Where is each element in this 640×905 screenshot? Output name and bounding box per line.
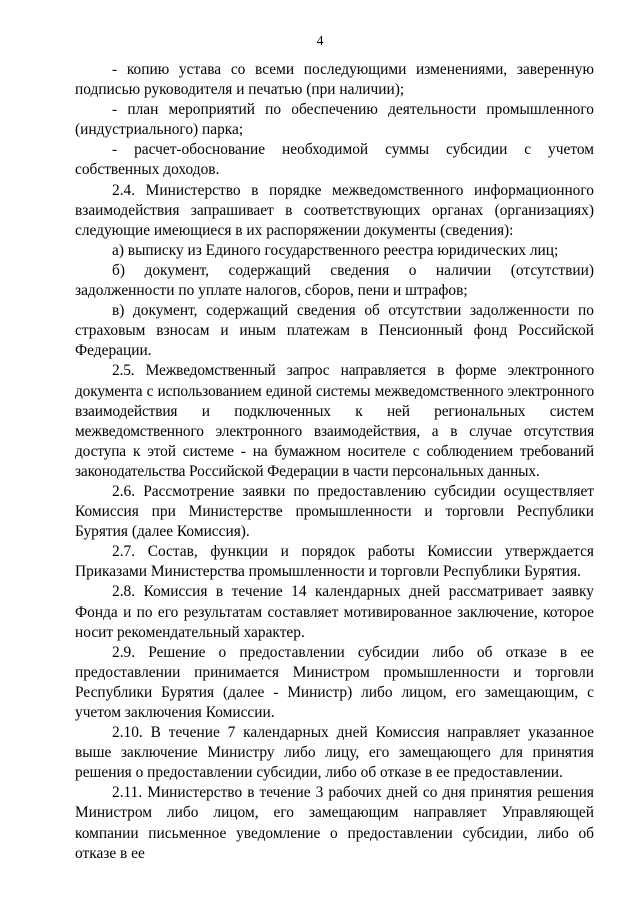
paragraph-charter-copy: - копию устава со всеми последующими изменениями, заверенную подписью руководителя и печатью (при наличии); (75, 61, 594, 99)
paragraph-2-4: 2.4. Министерство в порядке межведомственного информационного взаимодействия запрашивает в соответствующих органах (организациях) следующие имеющиеся в их распоряжении документы (сведения): (75, 181, 594, 239)
document-body (75, 60, 594, 864)
paragraph-2-4-a: а) выписку из Единого государственного реестра юридических лиц; (112, 241, 559, 259)
paragraph-2-10: 2.10. В течение 7 календарных дней Комиссия направляет указанное выше заключение Министру либо лицу, его замещающего для принятия решения о предоставлении субсидии, либо об отказе в ее предоставлении. (75, 724, 594, 782)
paragraph-2-4-b: б) документ, содержащий сведения о наличии (отсутствии) задолженности по уплате налогов, сборов, пени и штрафов; (75, 261, 594, 300)
paragraph-subsidy-calculation: - расчет-обоснование необходимой суммы субсидии с учетом собственных доходов. (75, 141, 594, 179)
paragraph-2-6: 2.6. Рассмотрение заявки по предоставлению субсидии осуществляет Комиссия при Министерстве промышленности и торговли Республики Бурятия (далее Комиссия). (75, 482, 594, 541)
paragraph-2-11: 2.11. Министерство в течение 3 рабочих дней со дня принятия решения Министром либо лицом, его замещающим направляет Управляющей компании письменное уведомление о предоставлении субсидии, либо об отказе в ее (75, 784, 594, 862)
paragraph-2-9: 2.9. Решение о предоставлении субсидии либо об отказе в ее предоставлении принимается Министром промышленности и торговли Республики Бурятия (далее - Министр) либо лицом, его замещающим, с учетом заключения Комиссии. (75, 643, 594, 721)
paragraph-2-5: 2.5. Межведомственный запрос направляется в форме электронного документа с использованием единой системы межведомственного электронного взаимодействия и подключенных к ней региональных систем межведомственного электронного взаимодействия, а в случае отсутствия доступа к этой системе - на бумажном носителе с соблюдением требований законодательства Российской Федерации в части персональных данных. (75, 362, 594, 480)
paragraph-2-7: 2.7. Состав, функции и порядок работы Комиссии утверждается Приказами Министерства промышленности и торговли Республики Бурятия. (75, 543, 594, 581)
paragraph-2-4-c: в) документ, содержащий сведения об отсутствии задолженности по страховым взносам и иным платежам в Пенсионный фонд Российской Федерации. (75, 302, 594, 360)
paragraph-action-plan: - план мероприятий по обеспечению деятельности промышленного (индустриального) парка; (75, 101, 594, 139)
paragraph-2-8: 2.8. Комиссия в течение 14 календарных дней рассматривает заявку Фонда и по его результатам составляет мотивированное заключение, которое носит рекомендательный характер. (75, 583, 594, 641)
page-number: 4 (316, 34, 324, 49)
